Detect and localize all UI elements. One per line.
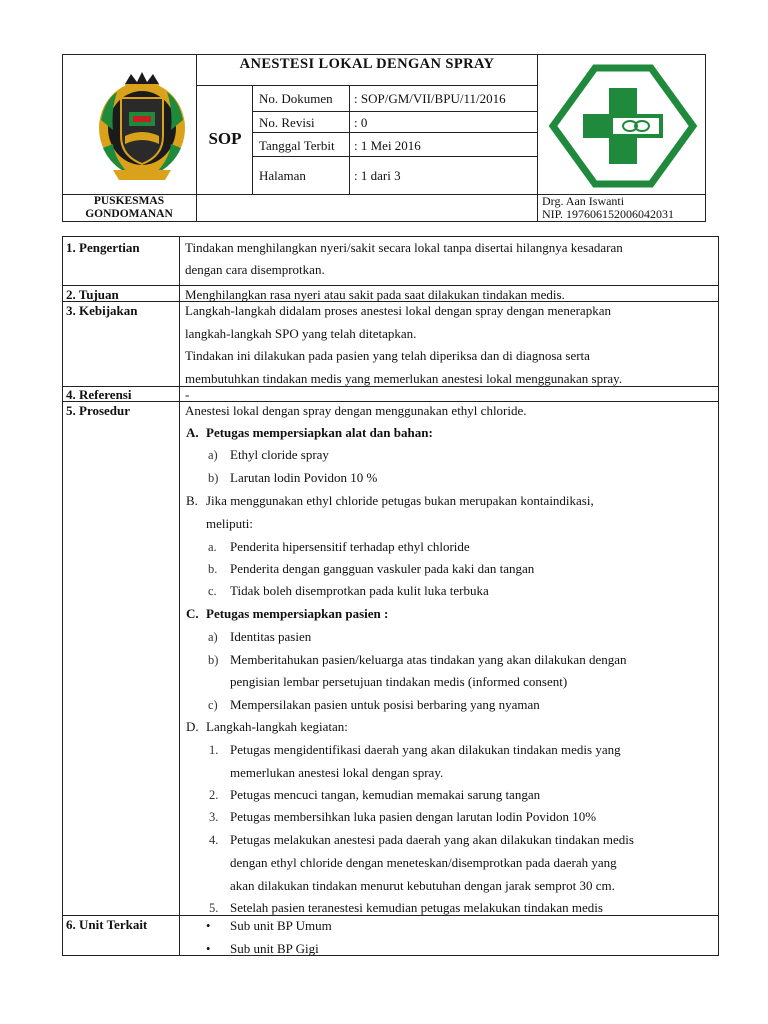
unit-item: Sub unit BP Umum: [230, 918, 332, 933]
bullet-icon: •: [206, 942, 211, 956]
step-d-title: Langkah-langkah kegiatan:: [206, 719, 348, 734]
signer-name: Drg. Aan Iswanti: [542, 194, 625, 208]
step-a-title: Petugas mempersiapkan alat dan bahan:: [206, 425, 433, 440]
kebijakan-line-4: membutuhkan tindakan medis yang memerlukan anestesi lokal menggunakan spray.: [185, 371, 623, 386]
step-d-item: Petugas melakukan anestesi pada daerah yang akan dilakukan tindakan medis: [230, 832, 634, 847]
step-d-item: Petugas mengidentifikasi daerah yang akan dilakukan tindakan medis yang: [230, 742, 621, 757]
step-c-item-marker: b): [208, 653, 219, 667]
bullet-icon: •: [206, 919, 211, 933]
prosedur-intro: Anestesi lokal dengan spray dengan menggunakan ethyl chloride.: [185, 403, 527, 418]
step-c-title: Petugas mempersiapkan pasien :: [206, 606, 389, 621]
step-c-marker: C.: [186, 606, 199, 621]
kebijakan-line-2: langkah-langkah SPO yang telah ditetapkan.: [185, 326, 417, 341]
step-d-item: akan dilakukan tindakan menurut kebutuhan dengan jarak semprot 30 cm.: [230, 878, 615, 893]
step-b-item-marker: b.: [208, 562, 218, 576]
step-c-item: Memberitahukan pasien/keluarga atas tindakan yang akan dilakukan dengan: [230, 652, 627, 667]
step-d-item: dengan ethyl chloride dengan meneteskan/disemprotkan pada daerah yang: [230, 855, 617, 870]
pengertian-line-2: dengan cara disemprotkan.: [185, 262, 325, 277]
step-d-item: memerlukan anestesi lokal dengan spray.: [230, 765, 444, 780]
section-label-prosedur: 5. Prosedur: [66, 403, 131, 418]
kebijakan-line-1: Langkah-langkah didalam proses anestesi lokal dengan spray dengan menerapkan: [185, 303, 611, 318]
revision-label: No. Revisi: [259, 115, 315, 130]
organization-name: [62, 195, 196, 221]
kebijakan-line-3: Tindakan ini dilakukan pada pasien yang telah diperiksa dan di diagnosa serta: [185, 348, 590, 363]
step-d-item-marker: 2.: [209, 788, 219, 802]
doc-number-value: : SOP/GM/VII/BPU/11/2016: [354, 91, 506, 106]
step-a-item: Ethyl cloride spray: [230, 447, 329, 462]
organization-line-1: PUSKESMAS: [93, 195, 165, 207]
unit-item: Sub unit BP Gigi: [230, 941, 319, 956]
step-c-item-marker: a): [208, 630, 218, 644]
organization-line-2: GONDOMANAN: [85, 208, 173, 220]
step-d-item: Setelah pasien teranestesi kemudian petugas melakukan tindakan medis: [230, 900, 603, 915]
step-d-item-marker: 1.: [209, 743, 219, 757]
step-b-line-2: meliputi:: [206, 516, 253, 531]
issue-date-label: Tanggal Terbit: [259, 138, 335, 153]
step-d-item: Petugas mencuci tangan, kemudian memakai sarung tangan: [230, 787, 541, 802]
step-c-item: Mempersilakan pasien untuk posisi berbaring yang nyaman: [230, 697, 540, 712]
section-label-unit-terkait: 6. Unit Terkait: [66, 917, 148, 932]
step-b-item-marker: c.: [208, 584, 217, 598]
step-a-marker: A.: [186, 425, 199, 440]
pengertian-line-1: Tindakan menghilangkan nyeri/sakit secara lokal tanpa disertai hilangnya kesadaran: [185, 240, 623, 255]
step-b-line-1: Jika menggunakan ethyl chloride petugas bukan merupakan kontaindikasi,: [206, 493, 594, 508]
signer-block: [542, 195, 674, 221]
step-b-marker: B.: [186, 493, 198, 508]
revision-value: : 0: [354, 115, 368, 130]
section-label-referensi: 4. Referensi: [66, 387, 132, 402]
section-label-pengertian: 1. Pengertian: [66, 240, 140, 255]
sop-label: SOP: [208, 129, 242, 148]
step-d-item-marker: 4.: [209, 833, 219, 847]
step-c-item-marker: c): [208, 698, 218, 712]
step-b-item: Tidak boleh disemprotkan pada kulit luka terbuka: [230, 583, 489, 598]
step-b-item: Penderita dengan gangguan vaskuler pada kaki dan tangan: [230, 561, 535, 576]
section-label-tujuan: 2. Tujuan: [66, 287, 119, 302]
document-title: ANESTESI LOKAL DENGAN SPRAY: [239, 56, 495, 72]
step-d-item: Petugas membersihkan luka pasien dengan larutan lodin Povidon 10%: [230, 809, 597, 824]
issue-date-value: : 1 Mei 2016: [354, 138, 421, 153]
step-a-item-marker: b): [208, 471, 219, 485]
step-b-item: Penderita hipersensitif terhadap ethyl chloride: [230, 539, 470, 554]
step-c-item: Identitas pasien: [230, 629, 312, 644]
section-label-kebijakan: 3. Kebijakan: [66, 303, 138, 318]
step-c-item: pengisian lembar persetujuan tindakan medis (informed consent): [230, 674, 568, 689]
page-value: : 1 dari 3: [354, 168, 401, 183]
step-a-item: Larutan lodin Povidon 10 %: [230, 470, 378, 485]
page-label: Halaman: [259, 168, 306, 183]
step-d-item-marker: 3.: [209, 810, 219, 824]
step-b-item-marker: a.: [208, 540, 217, 554]
step-d-item-marker: 5.: [209, 901, 219, 915]
step-a-item-marker: a): [208, 448, 218, 462]
city-emblem-logo: [95, 70, 190, 182]
signer-nip: NIP. 197606152006042031: [542, 207, 675, 221]
puskesmas-logo: [547, 64, 699, 188]
step-d-marker: D.: [186, 719, 199, 734]
tujuan-text: Menghilangkan rasa nyeri atau sakit pada saat dilakukan tindakan medis.: [185, 287, 565, 302]
referensi-text: -: [185, 387, 190, 402]
doc-number-label: No. Dokumen: [259, 91, 333, 106]
